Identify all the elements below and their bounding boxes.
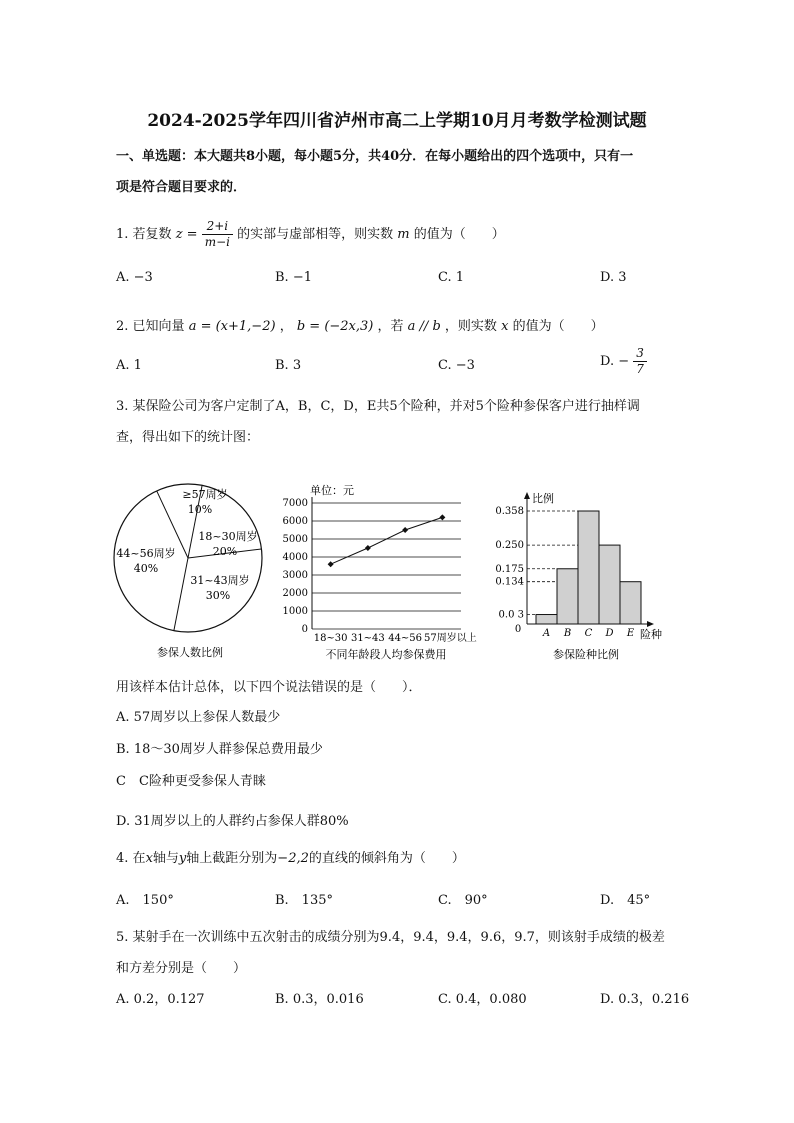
pie-pct-57: 10% xyxy=(187,503,213,516)
q3-option-b: B. 18～30周岁人群参保总费用最少 xyxy=(116,742,323,757)
question-4 xyxy=(116,847,465,866)
bar-x-arrow xyxy=(647,621,654,627)
line-ytick-label: 7000 xyxy=(282,498,308,509)
pie-chart xyxy=(110,480,270,660)
pie-label-18-30: 18~30周岁 xyxy=(198,530,258,543)
line-point xyxy=(365,545,371,551)
q1-number: 1. xyxy=(116,227,129,242)
bar-y-arrow xyxy=(524,492,530,499)
bar-xtick-label: A xyxy=(542,628,551,639)
q1-option-a: A. −3 xyxy=(116,270,153,285)
bar-origin-label: 0 xyxy=(514,624,522,635)
q1-tail: 的值为（ ） xyxy=(413,227,505,242)
q2-mid: ，若 xyxy=(377,319,404,334)
bar-chart xyxy=(490,488,680,663)
q2-vector-b: b = (−2x,3) xyxy=(296,319,374,334)
bar-xtick-label: E xyxy=(626,628,635,639)
pie-label-44-56: 44~56周岁 xyxy=(116,547,176,560)
q4-var-y: y xyxy=(178,851,187,866)
q2-number: 2. xyxy=(116,319,129,334)
line-ytick-label: 5000 xyxy=(282,534,308,545)
q1-fraction xyxy=(202,219,233,250)
q3-option-a: A. 57周岁以上参保人数最少 xyxy=(116,710,281,725)
q1-post: 的实部与虚部相等，则实数 xyxy=(237,227,394,242)
question-5-line2: 和方差分别是（ ） xyxy=(116,961,247,976)
q2-post: ，则实数 xyxy=(444,319,497,334)
q2-option-c: C. −3 xyxy=(438,358,475,373)
line-xtick-label: 18~30 xyxy=(313,633,348,644)
q5-option-d: D. 0.3，0.216 xyxy=(600,992,690,1007)
bar-rect xyxy=(599,545,620,624)
pie-label-31-43: 31~43周岁 xyxy=(190,574,250,587)
q4-tail: 的直线的倾斜角为（ ） xyxy=(308,851,465,866)
question-3-stem: 用该样本估计总体，以下四个说法错误的是（ ）． xyxy=(116,680,422,695)
q2-option-d xyxy=(600,346,647,377)
line-chart xyxy=(278,482,503,662)
q4-option-b: B. 135° xyxy=(275,893,333,908)
line-xtick-label: 57周岁以上 xyxy=(424,633,477,644)
line-unit: 单位：元 xyxy=(310,484,354,497)
q2-option-d-den: 7 xyxy=(636,362,644,376)
bar-ytick-label: 0.358 xyxy=(495,506,524,517)
q4-values: −2,2 xyxy=(277,851,309,866)
bar-xtick-label: D xyxy=(605,628,614,639)
q4-var-x: x xyxy=(145,851,153,866)
q2-option-d-label: D. xyxy=(600,354,615,369)
bar-ytick-label: 0.175 xyxy=(495,563,524,575)
line-xtick-label: 31~43 xyxy=(350,633,385,644)
bar-ytick-label: 0.250 xyxy=(495,540,524,552)
q1-option-d: D. 3 xyxy=(600,270,627,285)
line-xtick-label: 44~56 xyxy=(388,633,423,644)
bar-rect xyxy=(536,615,557,624)
question-2 xyxy=(116,315,604,334)
q4-pre: 在 xyxy=(132,851,146,866)
question-1 xyxy=(116,219,505,250)
q1-frac-den: m−i xyxy=(204,235,230,249)
bar-ylabel: 比例 xyxy=(532,492,554,505)
bar-title: 参保险种比例 xyxy=(553,648,619,661)
q2-option-d-fraction xyxy=(633,346,647,377)
bar-rect xyxy=(620,582,641,624)
line-ytick-label: 1000 xyxy=(282,606,308,617)
pie-pct-31-43: 30% xyxy=(205,589,231,602)
q1-lhs: z = xyxy=(175,227,198,242)
q2-sep: ， xyxy=(279,319,293,334)
q4-mid2: 轴上截距分别为 xyxy=(186,851,278,866)
q2-option-d-sign: − xyxy=(618,354,630,369)
q1-option-c: C. 1 xyxy=(438,270,465,285)
section-header-line1: 一、单选题：本大题共8小题，每小题5分，共40分．在每小题给出的四个选项中，只有一 xyxy=(116,149,634,164)
q5-option-a: A. 0.2，0.127 xyxy=(116,992,205,1007)
q2-tail: 的值为（ ） xyxy=(512,319,604,334)
q3-option-c: C C险种更受参保人青睐 xyxy=(116,774,266,789)
q1-prefix: 若复数 xyxy=(132,227,172,242)
q2-option-b: B. 3 xyxy=(275,358,302,373)
q5-option-b: B. 0.3，0.016 xyxy=(275,992,364,1007)
line-ytick-label: 4000 xyxy=(282,552,308,563)
q4-number: 4. xyxy=(116,851,129,866)
question-3-line1: 3. 某保险公司为客户定制了A，B，C，D，E共5个险种，并对5个险种参保客户进行抽样调 xyxy=(116,399,640,414)
q4-mid1: 轴与 xyxy=(152,851,179,866)
q1-frac-num: 2+i xyxy=(202,219,233,235)
q4-option-c: C. 90° xyxy=(438,893,488,908)
line-point xyxy=(402,527,408,533)
q5-option-c: C. 0.4，0.080 xyxy=(438,992,527,1007)
q2-var: x xyxy=(501,319,509,334)
q2-prefix: 已知向量 xyxy=(132,319,185,334)
line-title: 不同年龄段人均参保费用 xyxy=(325,648,447,661)
q2-option-d-num: 3 xyxy=(633,346,647,362)
bar-xlabel: 险种 xyxy=(640,628,662,641)
line-ytick-label: 2000 xyxy=(282,588,308,599)
line-point xyxy=(439,514,445,520)
line-ytick-label: 6000 xyxy=(282,516,308,527)
section-header-line2: 项是符合题目要求的． xyxy=(116,180,247,195)
pie-label-57: ≥57周岁 xyxy=(182,488,228,501)
question-3-line2: 查，得出如下的统计图： xyxy=(116,430,260,445)
q4-option-a: A. 150° xyxy=(116,893,174,908)
bar-ytick-label: 0.134 xyxy=(495,576,524,588)
pie-title: 参保人数比例 xyxy=(157,646,223,659)
line-ytick-label: 3000 xyxy=(282,570,308,581)
q2-parallel: a // b xyxy=(407,319,441,334)
pie-pct-18-30: 20% xyxy=(212,545,238,558)
line-ytick-label: 0 xyxy=(301,624,308,635)
line-point xyxy=(328,561,334,567)
q4-option-d: D. 45° xyxy=(600,893,651,908)
q2-option-a: A. 1 xyxy=(116,358,142,373)
bar-xtick-label: C xyxy=(584,628,593,639)
bar-rect xyxy=(557,569,578,624)
bar-xtick-label: B xyxy=(563,628,572,639)
q1-option-b: B. −1 xyxy=(275,270,312,285)
question-5-line1: 5. 某射手在一次训练中五次射击的成绩分别为9.4，9.4，9.4，9.6，9.7，则该射手成绩的极差 xyxy=(116,930,665,945)
page-title: 2024-2025学年四川省泸州市高二上学期10月月考数学检测试题 xyxy=(147,111,647,131)
q3-option-d: D. 31周岁以上的人群约占参保人群80% xyxy=(116,814,349,829)
bar-rect xyxy=(578,511,599,624)
q2-vector-a: a = (x+1,−2) xyxy=(188,319,276,334)
bar-ytick-label: 0.0 3 xyxy=(498,609,524,621)
pie-pct-44-56: 40% xyxy=(133,562,159,575)
q1-var: m xyxy=(397,227,410,242)
